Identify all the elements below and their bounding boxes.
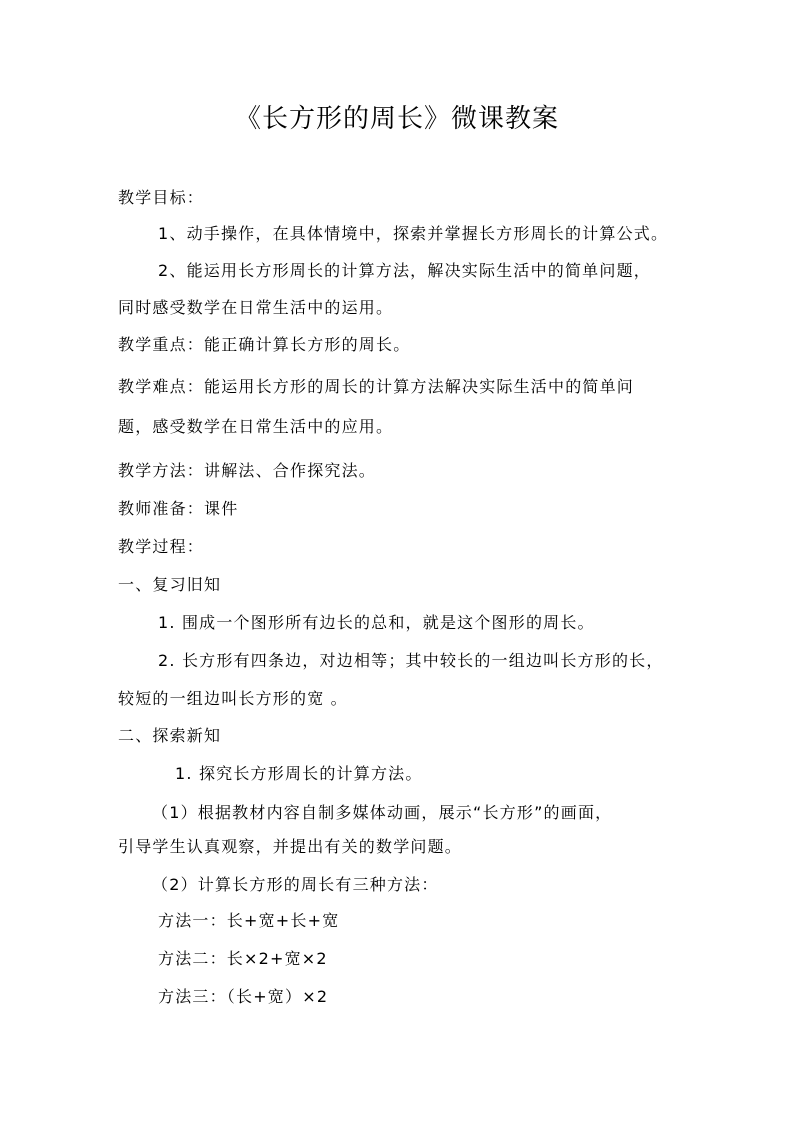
text-line-method-three: 方法三：（长+宽）×2	[158, 987, 329, 1006]
text-line-review-2-continued: 较短的一组边叫长方形的宽 。	[118, 689, 348, 708]
text-line-method: 教学方法：讲解法、合作探究法。	[118, 461, 377, 480]
document-title: 《长方形的周长》微课教案	[234, 104, 559, 134]
text-line-method-one: 方法一：长+宽+长+宽	[158, 911, 340, 930]
text-line-process: 教学过程：	[118, 537, 205, 556]
text-line-explore-step-1: （1）根据教材内容自制多媒体动画，展示“长方形”的画面，	[152, 803, 613, 822]
text-line-difficulty-continued: 题，感受数学在日常生活中的应用。	[118, 417, 394, 436]
text-line-explore-1: 1. 探究长方形周长的计算方法。	[175, 764, 423, 783]
section-heading-explore: 二、探索新知	[118, 726, 222, 745]
text-line-goal-2: 2、能运用长方形周长的计算方法，解决实际生活中的简单问题，	[158, 261, 651, 280]
text-line-teaching-goals: 教学目标：	[118, 188, 205, 207]
text-line-difficulty: 教学难点：能运用长方形的周长的计算方法解决实际生活中的简单问	[118, 377, 635, 396]
text-line-preparation: 教师准备：课件	[118, 499, 239, 518]
text-line-explore-step-2: （2）计算长方形的周长有三种方法：	[152, 875, 439, 894]
text-line-goal-2-continued: 同时感受数学在日常生活中的运用。	[118, 298, 394, 317]
text-line-key-point: 教学重点：能正确计算长方形的周长。	[118, 335, 411, 354]
text-line-explore-step-1-continued: 引导学生认真观察，并提出有关的数学问题。	[118, 837, 463, 856]
section-heading-review: 一、复习旧知	[118, 575, 222, 594]
text-line-review-1: 1. 围成一个图形所有边长的总和，就是这个图形的周长。	[158, 613, 595, 632]
text-line-method-two: 方法二：长×2+宽×2	[158, 949, 328, 968]
text-line-goal-1: 1、动手操作，在具体情境中，探索并掌握长方形周长的计算公式。	[158, 224, 669, 243]
text-line-review-2: 2. 长方形有四条边，对边相等；其中较长的一组边叫长方形的长，	[158, 651, 664, 670]
